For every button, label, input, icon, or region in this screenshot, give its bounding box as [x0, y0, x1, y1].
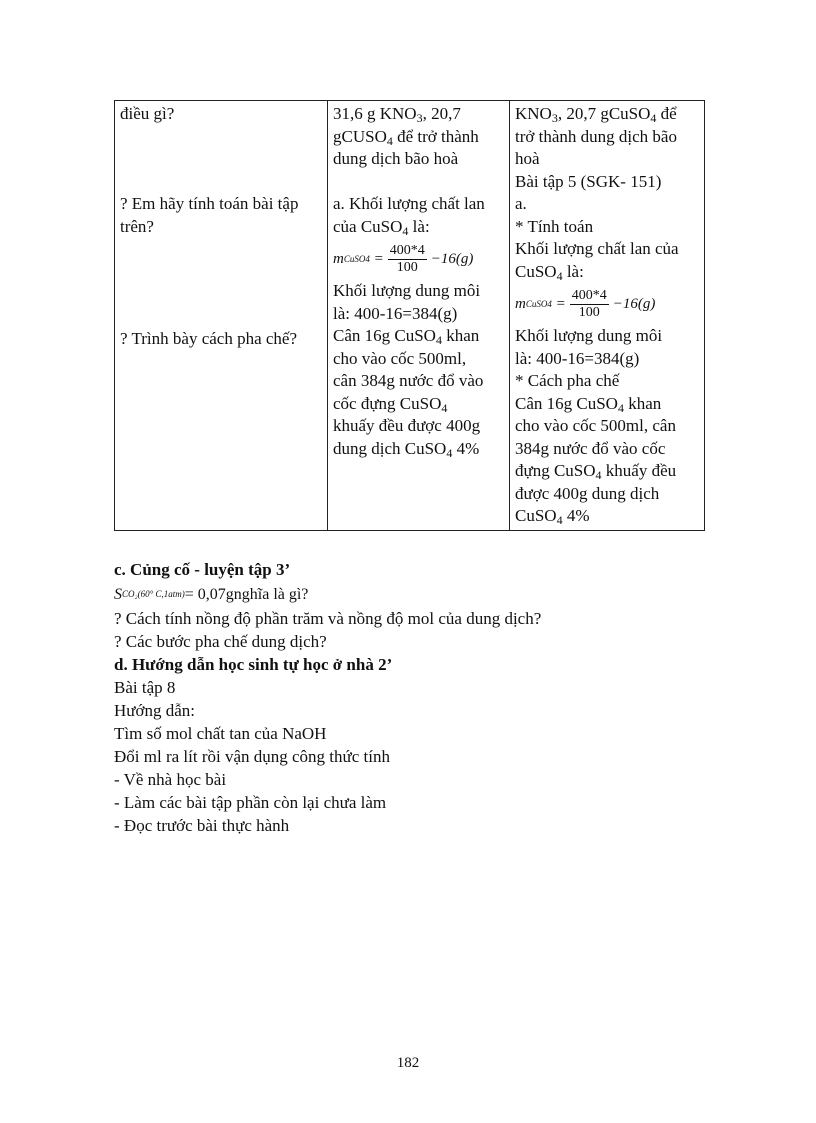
- review-question: ? Cách tính nồng độ phần trăm và nồng độ mol của dung dịch?: [114, 609, 542, 628]
- board-line: hoà: [515, 149, 540, 168]
- mass-formula: m CuSO4 = $\frac{400*4}{100}$ −16(g): [515, 287, 656, 320]
- question-text: điều gì?: [120, 104, 175, 123]
- homework-line: - Về nhà học bài: [114, 770, 227, 789]
- board-line: CuSO$_4$ là:: [515, 261, 584, 283]
- board-line: a.: [515, 194, 527, 213]
- lesson-continuation: [114, 558, 714, 837]
- question-text: ? Trình bày cách pha chế?: [120, 329, 298, 348]
- answer-line: Cân 16g CuSO$_4$ khan: [333, 326, 480, 347]
- student-answer-cell: [328, 101, 510, 531]
- answer-line: gCUSO$_4$ để trở thành: [333, 126, 479, 148]
- answer-line: cốc đựng CuSO$_4$: [333, 393, 448, 415]
- answer-line: 31,6 g $KNO_3$, 20,7: [333, 104, 461, 125]
- homework-line: Hướng dẫn:: [114, 701, 195, 720]
- answer-line: Khối lượng dung môi: [333, 281, 481, 300]
- board-line: * Cách pha chế: [515, 371, 620, 390]
- teacher-question-cell: [115, 101, 328, 531]
- answer-line: khuấy đều được 400g: [333, 416, 481, 435]
- answer-line: cân 384g nước đổ vào: [333, 371, 484, 390]
- solubility-formula: S CO₂(60° C,1atm) = 0,07g nghĩa là gì?: [114, 585, 309, 603]
- answer-line: dung dịch CuSO$_4$ 4%: [333, 438, 480, 460]
- homework-line: Đổi ml ra lít rồi vận dụng công thức tính: [114, 747, 390, 766]
- board-line: CuSO$_4$ 4%: [515, 506, 590, 527]
- mass-formula: m CuSO4 = $\frac{400*4}{100}$ −16(g): [333, 242, 474, 275]
- homework-line: Tìm số mol chất tan của NaOH: [114, 724, 327, 743]
- homework-line: - Làm các bài tập phần còn lại chưa làm: [114, 793, 387, 812]
- answer-line: của CuSO$_4$ là:: [333, 216, 430, 238]
- board-line: $KNO_3$, 20,7 gCuSO$_4$ để: [515, 104, 677, 125]
- board-content-cell: [510, 101, 705, 531]
- board-line: 384g nước đổ vào cốc: [515, 438, 666, 458]
- answer-line: cho vào cốc 500ml,: [333, 348, 467, 368]
- board-line: đựng CuSO$_4$ khuấy đều: [515, 461, 677, 482]
- answer-line: là: 400-16=384(g): [333, 303, 458, 323]
- board-line: được 400g dung dịch: [515, 483, 660, 503]
- homework-line: - Đọc trước bài thực hành: [114, 816, 290, 835]
- board-line: * Tính toán: [515, 216, 594, 236]
- section-c-heading: c. Củng cố - luyện tập 3’: [114, 560, 291, 579]
- answer-line: a. Khối lượng chất lan: [333, 194, 485, 213]
- board-line: là: 400-16=384(g): [515, 348, 640, 368]
- board-line: cho vào cốc 500ml, cân: [515, 416, 676, 435]
- lesson-table: [114, 100, 705, 531]
- page-number: 182: [396, 1055, 420, 1071]
- board-line: Bài tập 5 (SGK- 151): [515, 171, 662, 191]
- board-line: Khối lượng dung môi: [515, 326, 663, 345]
- table-row: [115, 101, 705, 531]
- question-text: trên?: [120, 216, 154, 236]
- question-text: ? Em hãy tính toán bài tập: [120, 194, 299, 213]
- homework-line: Bài tập 8: [114, 678, 176, 697]
- board-line: trở thành dung dịch bão: [515, 126, 677, 146]
- answer-line: dung dịch bão hoà: [333, 149, 459, 168]
- board-line: Khối lượng chất lan của: [515, 239, 679, 258]
- section-d-heading: d. Hướng dẫn học sinh tự học ở nhà 2’: [114, 655, 393, 674]
- board-line: Cân 16g CuSO$_4$ khan: [515, 393, 662, 415]
- review-question: ? Các bước pha chế dung dịch?: [114, 632, 327, 651]
